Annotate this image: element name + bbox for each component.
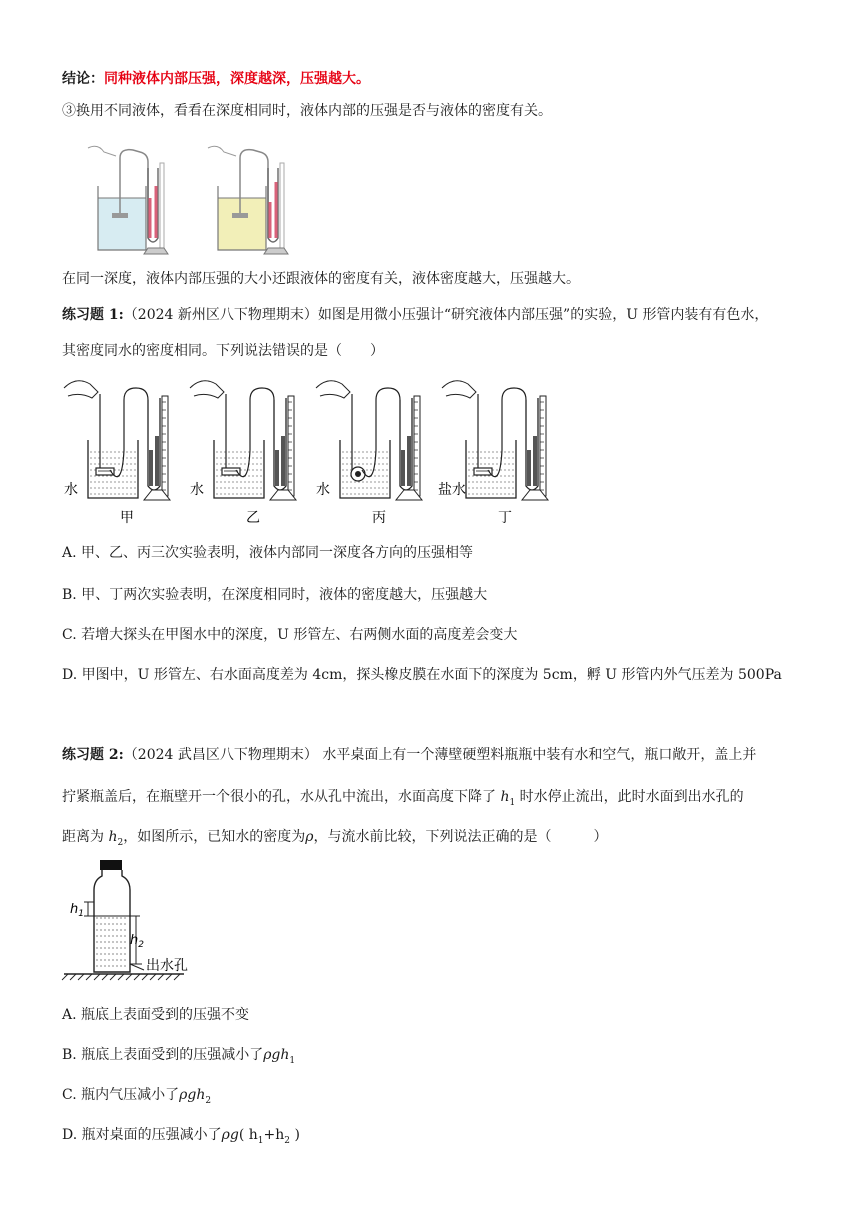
ex1-caption-4: 丁 xyxy=(498,510,512,526)
ex2-option-d-sub1: 1 xyxy=(257,1135,264,1146)
ex2-text-3b: ，如图所示，已知水的密度为 xyxy=(123,829,306,845)
ex1-text-2: 其密度同水的密度相同。下列说法错误的是（ ） xyxy=(62,343,384,359)
ex2-option-d-close: ) xyxy=(290,1127,300,1143)
ex1-label: 练习题 1: xyxy=(62,307,124,323)
ex1-caption-3: 丙 xyxy=(372,510,386,526)
ex1-setup-3 xyxy=(316,381,422,526)
ex2-option-a: A. 瓶底上表面受到的压强不变 xyxy=(62,1007,250,1023)
ex2-text-2b: 时水停止流出，此时水面到出水孔的 xyxy=(515,789,744,805)
ex2-text-3c: ，与流水前比较，下列说法正确的是（ ） xyxy=(313,829,608,845)
ex2-option-d xyxy=(62,1124,300,1146)
ex2-option-d-open: ( h xyxy=(238,1127,258,1143)
ex2-text-1: （2024 武昌区八下物理期末） 水平桌面上有一个薄壁硬塑料瓶瓶中装有水和空气，瓶口敞开，盖上并 xyxy=(123,747,757,763)
ex1-option-d: D. 甲图中，U 形管左、右水面高度差为 4cm，探头橡皮膜在水面下的深度为 5cm，孵 U 形管内外气压差为 500Pa xyxy=(62,667,782,683)
ex1-caption-1: 甲 xyxy=(120,510,134,526)
ex2-option-b-sub: 1 xyxy=(289,1055,296,1066)
ex2-h1-symbol: h xyxy=(500,789,510,805)
ex2-option-d-text: D. 瓶对桌面的压强减小了 xyxy=(62,1127,222,1143)
ex2-label: 练习题 2: xyxy=(62,747,124,763)
ex2-h2-symbol: h xyxy=(108,829,118,845)
ex1-option-a: A. 甲、乙、丙三次实验表明，液体内部同一深度各方向的压强相等 xyxy=(62,545,474,561)
ex2-h2-subscript: 2 xyxy=(117,837,124,848)
ex2-text-3a: 距离为 xyxy=(62,829,109,845)
ex2-option-d-sub2: 2 xyxy=(284,1135,290,1146)
conclusion-label: 结论： xyxy=(62,71,104,87)
fig-h2-label: $h_2$ xyxy=(130,933,144,950)
ex2-option-d-expr: ρg xyxy=(221,1127,239,1143)
ex1-option-c: C. 若增大探头在甲图水中的深度，U 形管左、右两侧水面的高度差会变大 xyxy=(62,627,518,643)
u-tube-setup-water xyxy=(88,146,168,254)
ex2-question-line1 xyxy=(62,744,756,764)
ex2-rho-symbol: ρ xyxy=(305,829,314,845)
ex2-option-b-expr: ρgh xyxy=(263,1047,290,1063)
ex2-h1-subscript: 1 xyxy=(509,797,516,808)
fig-hole-label: 出水孔 xyxy=(146,958,188,974)
ex1-liquid-label-1: 水 xyxy=(64,482,78,498)
ex2-option-b-text: B. 瓶底上表面受到的压强减小了 xyxy=(62,1047,264,1063)
ex2-bottle-figure xyxy=(60,858,220,982)
ex2-option-d-plus: +h xyxy=(263,1127,285,1143)
conclusion-line xyxy=(62,68,370,88)
ex1-question-line1 xyxy=(62,304,768,324)
ex1-setup-1 xyxy=(64,381,170,526)
ex2-question-line3 xyxy=(62,826,607,848)
conclusion-text: 同种液体内部压强，深度越深，压强越大。 xyxy=(104,71,370,87)
summary-text: 在同一深度，液体内部压强的大小还跟液体的密度有关，液体密度越大，压强越大。 xyxy=(62,271,580,287)
ex1-option-b: B. 甲、丁两次实验表明，在深度相同时，液体的密度越大，压强越大 xyxy=(62,587,488,603)
ex1-liquid-label-3: 水 xyxy=(316,482,330,498)
fig-h1-label: $h_1$ xyxy=(70,902,84,919)
u-tube-comparison-figure xyxy=(78,138,308,258)
ex2-option-c-sub: 2 xyxy=(205,1095,212,1106)
ex2-option-c-expr: ρgh xyxy=(179,1087,206,1103)
ex1-liquid-label-4: 盐水 xyxy=(438,482,466,498)
ex1-figure xyxy=(62,370,582,530)
u-tube-setup-other-liquid xyxy=(208,146,288,254)
ex1-setup-4 xyxy=(438,381,548,526)
ex2-text-2a: 拧紧瓶盖后，在瓶壁开一个很小的孔，水从孔中流出，水面高度下降了 xyxy=(62,789,501,805)
ex2-option-b xyxy=(62,1044,295,1066)
ex2-question-line2 xyxy=(62,786,744,808)
ex1-text-1: （2024 新州区八下物理期末）如图是用微小压强计“研究液体内部压强”的实验，U 形管内装有有色水， xyxy=(123,307,769,323)
ex2-option-c-text: C. 瓶内气压减小了 xyxy=(62,1087,180,1103)
ex1-caption-2: 乙 xyxy=(246,510,260,526)
ex2-option-c xyxy=(62,1084,211,1106)
ex1-liquid-label-2: 水 xyxy=(190,482,204,498)
step3-text: ③换用不同液体，看看在深度相同时，液体内部的压强是否与液体的密度有关。 xyxy=(62,103,552,119)
ex1-setup-2 xyxy=(190,381,296,526)
